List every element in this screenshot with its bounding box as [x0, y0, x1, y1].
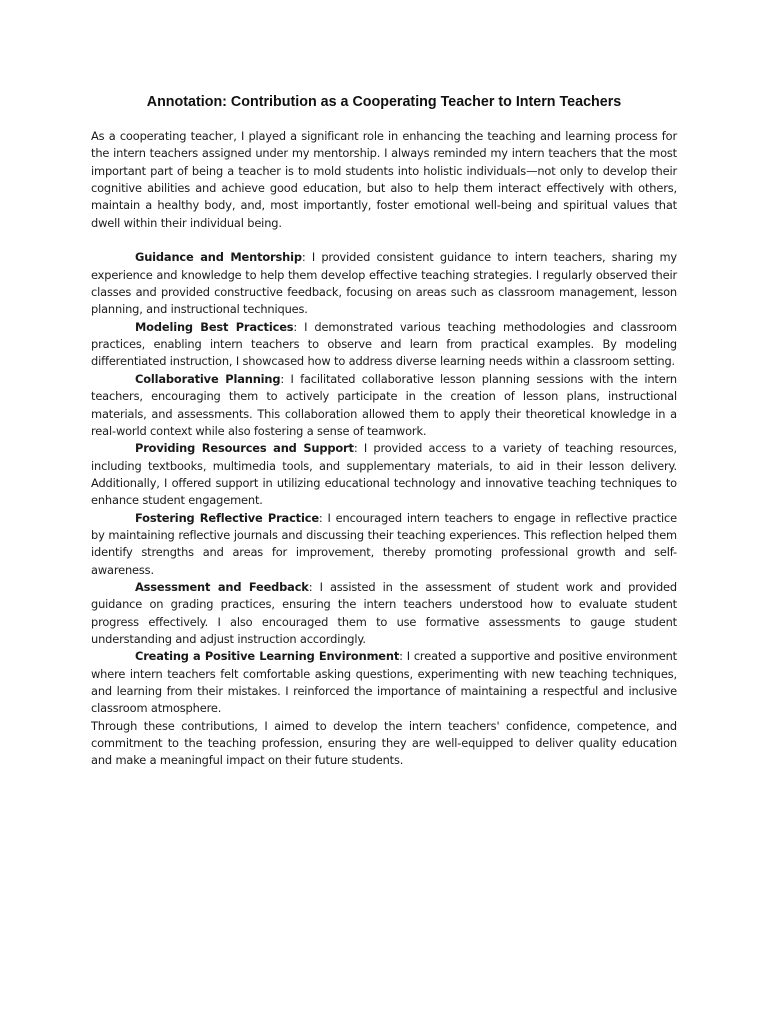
section-text: : I demonstrated various teaching methodologies and classroom practices, enabling intern teachers to observe and learn from practical examples. By modeling differentiated instruction, I showcased how to address diverse learning needs within a classroom setting. — [91, 319, 677, 369]
section-guidance-and-mentorship — [91, 249, 677, 318]
section-providing-resources-and-support — [91, 440, 677, 509]
section-heading: Providing Resources and Support — [135, 441, 354, 456]
section-heading: Guidance and Mentorship — [135, 250, 302, 265]
document-body — [91, 128, 677, 770]
section-heading: Collaborative Planning — [135, 371, 281, 386]
section-heading: Modeling Best Practices — [135, 319, 294, 334]
section-modeling-best-practices — [91, 319, 677, 371]
section-assessment-and-feedback — [91, 579, 677, 648]
section-heading: Creating a Positive Learning Environment — [135, 649, 400, 664]
section-heading: Assessment and Feedback — [135, 579, 309, 594]
section-collaborative-planning — [91, 371, 677, 440]
document-title: Annotation: Contribution as a Cooperating Teacher to Intern Teachers — [146, 94, 622, 110]
section-fostering-reflective-practice — [91, 510, 677, 579]
section-text: : I assisted in the assessment of student work and provided guidance on grading practices, ensuring the intern teachers understood how to evaluate student progress effectively. I also encouraged them to use formative assessments to gauge student understanding and adjust instruction accordingly. — [91, 579, 677, 646]
section-text: : I provided consistent guidance to intern teachers, sharing my experience and knowledge to help them develop effective teaching strategies. I regularly observed their classes and provided constructive feedback, focusing on areas such as classroom management, lesson planning, and instructional techniques. — [91, 250, 677, 317]
conclusion-paragraph: Through these contributions, I aimed to develop the intern teachers' confidence, competence, and commitment to the teaching profession, ensuring they are well-equipped to deliver quality education and make a meaningful impact on their future students. — [91, 718, 677, 768]
section-text: : I provided access to a variety of teaching resources, including textbooks, multimedia tools, and supplementary materials, to aid in their lesson delivery. Additionally, I offered support in utilizing educational technology and innovative teaching techniques to enhance student engagement. — [91, 441, 677, 508]
intro-paragraph: As a cooperating teacher, I played a significant role in enhancing the teaching and learning process for the intern teachers assigned under my mentorship. I always reminded my intern teachers that the most important part of being a teacher is to mold students into holistic individuals—not only to develop their cognitive abilities and achieve good education, but also to help them interact effectively with others, maintain a healthy body, and, most importantly, foster emotional well-being and spiritual values that dwell within their individual being. — [91, 129, 677, 230]
section-text: : I encouraged intern teachers to engage in reflective practice by maintaining reflective journals and discussing their teaching experiences. This reflection helped them identify strengths and areas for improvement, thereby promoting professional growth and self-awareness. — [91, 510, 677, 577]
section-creating-a-positive-learning-environment — [91, 648, 677, 717]
section-text: : I created a supportive and positive environment where intern teachers felt comfortable asking questions, experimenting with new teaching techniques, and learning from their mistakes. I reinforced the importance of maintaining a respectful and inclusive classroom atmosphere. — [91, 649, 677, 716]
section-text: : I facilitated collaborative lesson planning sessions with the intern teachers, encouraging them to actively participate in the creation of lesson plans, instructional materials, and assessments. This collaboration allowed them to apply their theoretical knowledge in a real-world context while also fostering a sense of teamwork. — [91, 371, 677, 438]
section-heading: Fostering Reflective Practice — [135, 510, 319, 525]
